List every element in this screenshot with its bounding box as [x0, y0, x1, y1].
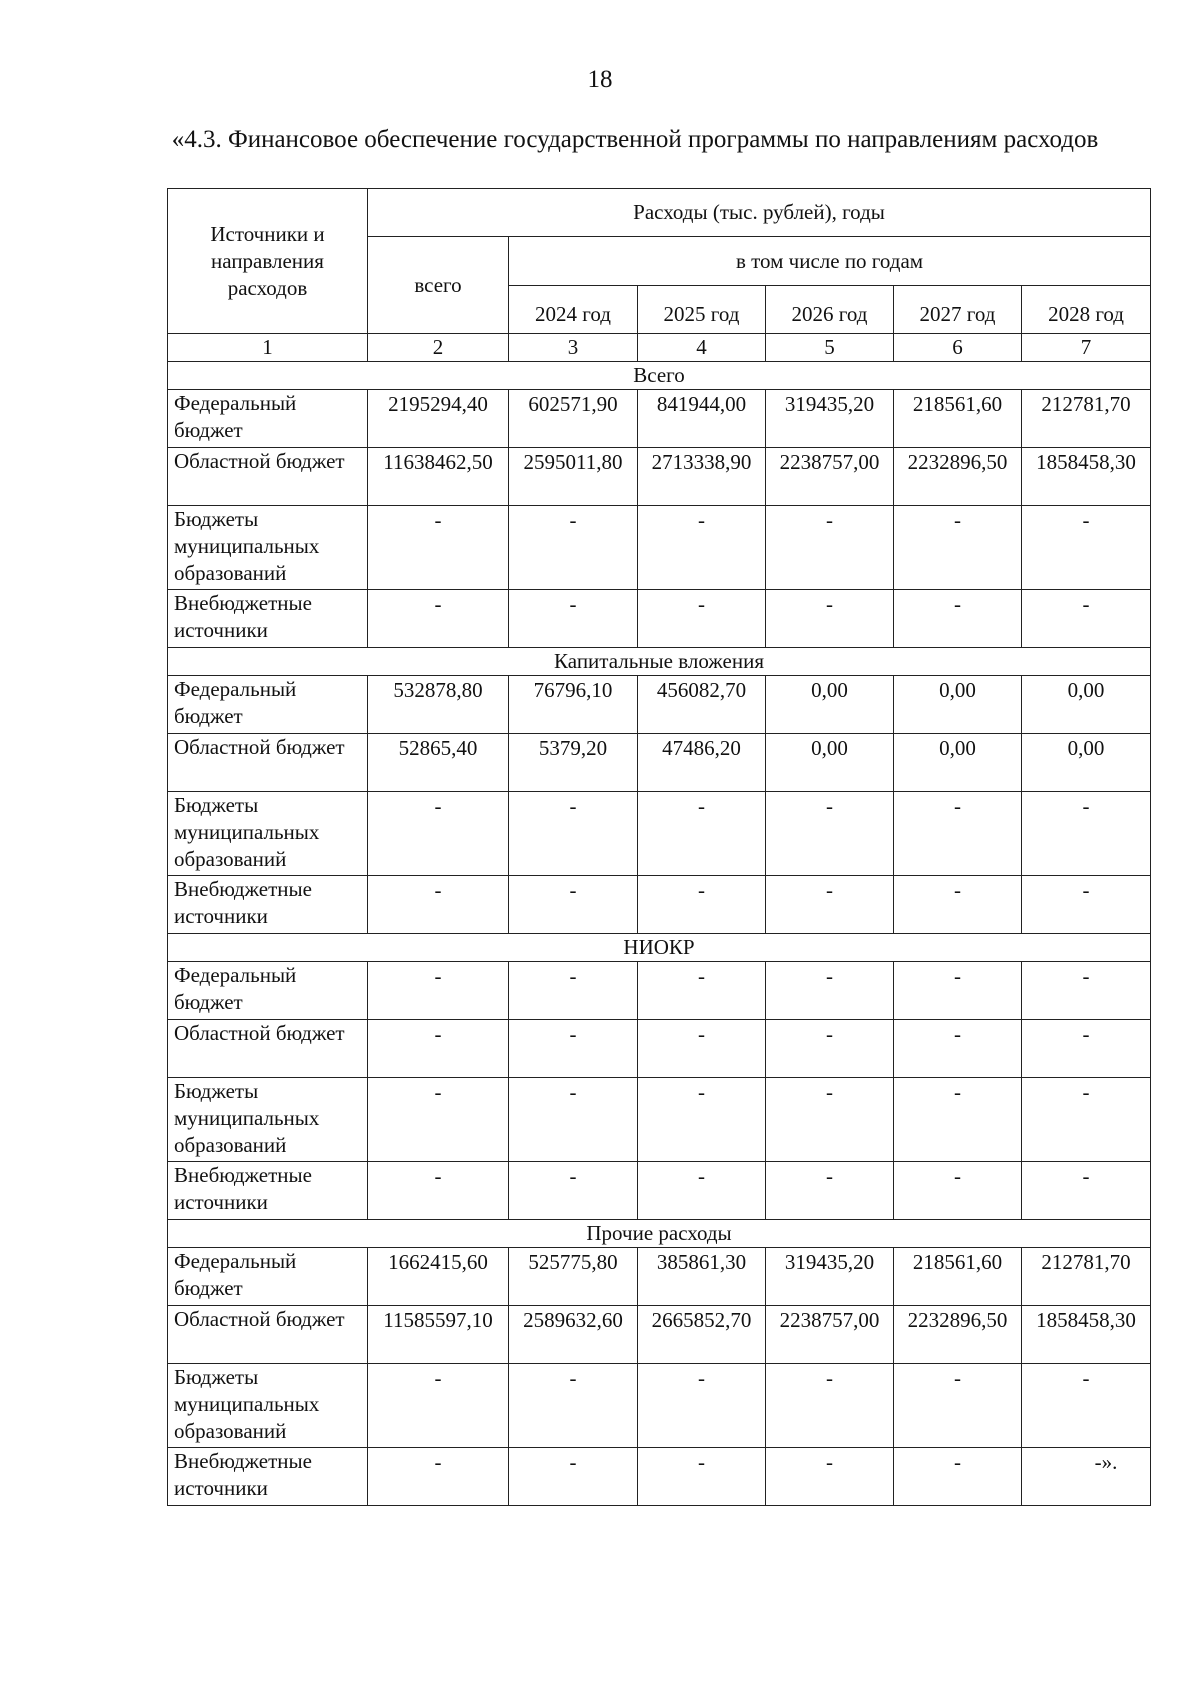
value-cell: -	[766, 1364, 894, 1448]
value-cell: -	[638, 506, 766, 590]
value-cell: -	[766, 1078, 894, 1162]
table-row	[168, 876, 1151, 934]
table-row	[168, 1020, 1151, 1078]
value-cell: 2589632,60	[509, 1306, 638, 1364]
value-cell: -	[1022, 1020, 1151, 1078]
source-label: Областной бюджет	[168, 448, 368, 506]
table-row	[168, 1306, 1151, 1364]
value-cell: -	[638, 1364, 766, 1448]
value-cell: -	[1022, 962, 1151, 1020]
table-row	[168, 1248, 1151, 1306]
source-label: Федеральный бюджет	[168, 676, 368, 734]
value-cell: -	[638, 1078, 766, 1162]
table-row	[168, 1162, 1151, 1220]
value-cell: -	[894, 506, 1022, 590]
value-cell: -	[766, 1162, 894, 1220]
value-cell: -	[368, 590, 509, 648]
value-cell: -	[368, 1020, 509, 1078]
value-cell: -	[638, 962, 766, 1020]
value-cell: -	[638, 590, 766, 648]
value-cell: 2713338,90	[638, 448, 766, 506]
value-cell: 0,00	[1022, 676, 1151, 734]
value-cell: -	[766, 962, 894, 1020]
value-cell: 319435,20	[766, 390, 894, 448]
header-year-2024: 2024 год	[509, 286, 638, 334]
table-row	[168, 506, 1151, 590]
table-row	[168, 448, 1151, 506]
value-cell: 0,00	[766, 734, 894, 792]
value-cell: 2238757,00	[766, 448, 894, 506]
value-cell: 1858458,30	[1022, 448, 1151, 506]
section-row	[168, 648, 1151, 676]
value-cell: -	[894, 1364, 1022, 1448]
table-row	[168, 1364, 1151, 1448]
column-number: 5	[766, 334, 894, 362]
source-label: Областной бюджет	[168, 734, 368, 792]
source-label: Внебюджетные источники	[168, 1162, 368, 1220]
section-heading: НИОКР	[168, 934, 1151, 962]
value-cell: -	[638, 1448, 766, 1506]
column-number: 4	[638, 334, 766, 362]
value-cell: 456082,70	[638, 676, 766, 734]
value-cell: -	[894, 590, 1022, 648]
value-cell: -	[509, 876, 638, 934]
value-cell: -	[1022, 1078, 1151, 1162]
source-label: Внебюджетные источники	[168, 590, 368, 648]
value-cell: -	[509, 1020, 638, 1078]
value-cell: 2595011,80	[509, 448, 638, 506]
column-number: 2	[368, 334, 509, 362]
value-cell: 212781,70	[1022, 390, 1151, 448]
section-heading: Капитальные вложения	[168, 648, 1151, 676]
value-cell: -	[1022, 876, 1151, 934]
value-cell: -	[766, 1448, 894, 1506]
column-number-row	[168, 334, 1151, 362]
source-label: Бюджеты муниципальных образований	[168, 792, 368, 876]
value-cell: -	[368, 962, 509, 1020]
value-cell: -	[368, 792, 509, 876]
column-number: 1	[168, 334, 368, 362]
value-cell: -».	[1022, 1448, 1151, 1506]
value-cell: -	[509, 590, 638, 648]
value-cell: -	[1022, 1364, 1151, 1448]
value-cell: -	[894, 1020, 1022, 1078]
header-year-2028: 2028 год	[1022, 286, 1151, 334]
value-cell: 841944,00	[638, 390, 766, 448]
value-cell: 1662415,60	[368, 1248, 509, 1306]
value-cell: 218561,60	[894, 390, 1022, 448]
header-year-2025: 2025 год	[638, 286, 766, 334]
value-cell: 47486,20	[638, 734, 766, 792]
table-row	[168, 590, 1151, 648]
value-cell: -	[509, 1448, 638, 1506]
value-cell: 2665852,70	[638, 1306, 766, 1364]
section-row	[168, 934, 1151, 962]
value-cell: -	[894, 1162, 1022, 1220]
value-cell: -	[894, 1448, 1022, 1506]
value-cell: 532878,80	[368, 676, 509, 734]
table-row	[168, 390, 1151, 448]
value-cell: -	[766, 792, 894, 876]
value-cell: -	[894, 1078, 1022, 1162]
value-cell: -	[1022, 506, 1151, 590]
source-label: Внебюджетные источники	[168, 1448, 368, 1506]
table-row	[168, 734, 1151, 792]
value-cell: 218561,60	[894, 1248, 1022, 1306]
value-cell: 0,00	[1022, 734, 1151, 792]
value-cell: -	[368, 1078, 509, 1162]
value-cell: -	[894, 792, 1022, 876]
value-cell: 5379,20	[509, 734, 638, 792]
section-heading: Всего	[168, 362, 1151, 390]
value-cell: -	[509, 1162, 638, 1220]
table-row	[168, 792, 1151, 876]
column-number: 3	[509, 334, 638, 362]
value-cell: -	[368, 1364, 509, 1448]
header-year-2026: 2026 год	[766, 286, 894, 334]
table-row	[168, 1448, 1151, 1506]
value-cell: -	[509, 1078, 638, 1162]
value-cell: 212781,70	[1022, 1248, 1151, 1306]
value-cell: -	[1022, 590, 1151, 648]
value-cell: 2232896,50	[894, 448, 1022, 506]
header-total: всего	[368, 237, 509, 334]
value-cell: -	[638, 1162, 766, 1220]
source-label: Федеральный бюджет	[168, 962, 368, 1020]
header-expenses: Расходы (тыс. рублей), годы	[368, 189, 1151, 237]
value-cell: 2232896,50	[894, 1306, 1022, 1364]
value-cell: -	[368, 506, 509, 590]
value-cell: 602571,90	[509, 390, 638, 448]
value-cell: 525775,80	[509, 1248, 638, 1306]
section-row	[168, 362, 1151, 390]
value-cell: 52865,40	[368, 734, 509, 792]
value-cell: -	[638, 792, 766, 876]
table-row	[168, 1078, 1151, 1162]
financing-table	[167, 188, 1151, 1506]
header-year-2027: 2027 год	[894, 286, 1022, 334]
value-cell: 385861,30	[638, 1248, 766, 1306]
value-cell: -	[766, 1020, 894, 1078]
section-heading: Прочие расходы	[168, 1220, 1151, 1248]
value-cell: 11638462,50	[368, 448, 509, 506]
value-cell: -	[368, 1162, 509, 1220]
table-row	[168, 962, 1151, 1020]
value-cell: -	[638, 1020, 766, 1078]
source-label: Областной бюджет	[168, 1020, 368, 1078]
value-cell: -	[766, 590, 894, 648]
source-label: Бюджеты муниципальных образований	[168, 1364, 368, 1448]
value-cell: 11585597,10	[368, 1306, 509, 1364]
value-cell: 2238757,00	[766, 1306, 894, 1364]
value-cell: 0,00	[894, 734, 1022, 792]
value-cell: 76796,10	[509, 676, 638, 734]
source-label: Областной бюджет	[168, 1306, 368, 1364]
value-cell: -	[1022, 792, 1151, 876]
value-cell: -	[766, 876, 894, 934]
value-cell: -	[766, 506, 894, 590]
section-title: «4.3. Финансовое обеспечение государственной программы по направлениям расходов	[171, 126, 1099, 153]
value-cell: 0,00	[766, 676, 894, 734]
value-cell: -	[894, 876, 1022, 934]
column-number: 6	[894, 334, 1022, 362]
source-label: Федеральный бюджет	[168, 1248, 368, 1306]
source-label: Бюджеты муниципальных образований	[168, 1078, 368, 1162]
value-cell: 2195294,40	[368, 390, 509, 448]
value-cell: -	[368, 1448, 509, 1506]
value-cell: 319435,20	[766, 1248, 894, 1306]
value-cell: -	[509, 506, 638, 590]
source-label: Бюджеты муниципальных образований	[168, 506, 368, 590]
value-cell: -	[509, 792, 638, 876]
header-by-years: в том числе по годам	[509, 237, 1151, 286]
section-row	[168, 1220, 1151, 1248]
source-label: Федеральный бюджет	[168, 390, 368, 448]
value-cell: 1858458,30	[1022, 1306, 1151, 1364]
value-cell: 0,00	[894, 676, 1022, 734]
table-row	[168, 676, 1151, 734]
value-cell: -	[368, 876, 509, 934]
value-cell: -	[509, 1364, 638, 1448]
value-cell: -	[509, 962, 638, 1020]
value-cell: -	[894, 962, 1022, 1020]
source-label: Внебюджетные источники	[168, 876, 368, 934]
header-sources: Источники и направления расходов	[168, 189, 368, 334]
value-cell: -	[638, 876, 766, 934]
column-number: 7	[1022, 334, 1151, 362]
value-cell: -	[1022, 1162, 1151, 1220]
page-number: 18	[587, 66, 613, 93]
